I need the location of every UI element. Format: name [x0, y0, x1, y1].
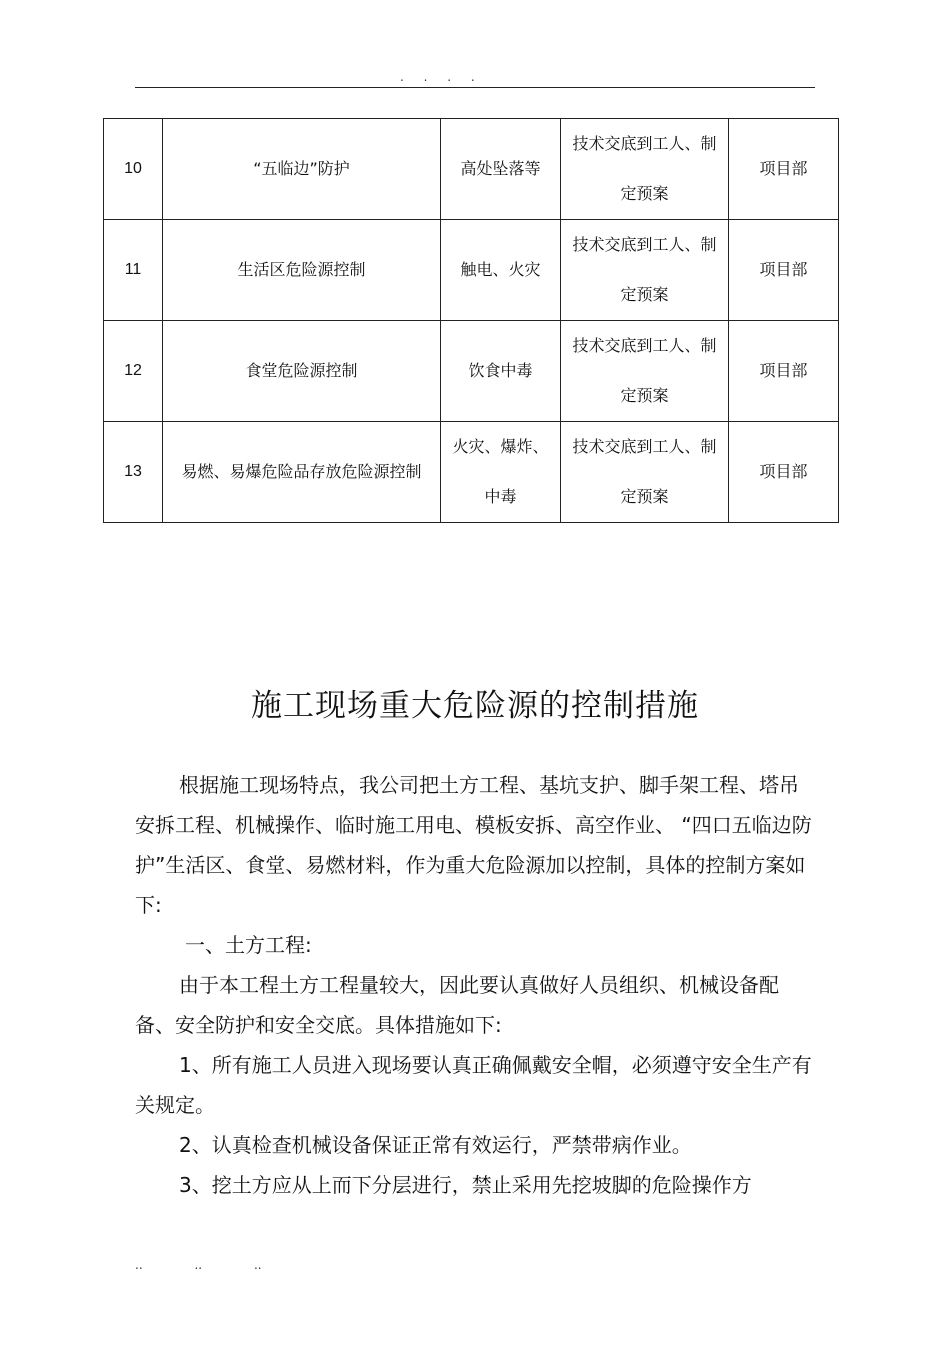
page-title: 施工现场重大危险源的控制措施 — [251, 688, 699, 724]
footer-dot: .. — [135, 1258, 143, 1272]
footer-dots — [135, 1258, 310, 1272]
responsible-party: 项目部 — [729, 220, 839, 321]
section-heading: 一、土方工程: — [185, 933, 312, 957]
row-number: 10 — [104, 119, 163, 220]
intro-paragraph: 根据施工现场特点，我公司把土方工程、基坑支护、脚手架工程、塔吊安拆工程、机械操作、临时施工用电、模板安拆、高空作业、 “四口五临边防护”生活区、食堂、易燃材料，作为重大危险源加以控制，具体的控制方案如下: — [135, 773, 812, 917]
row-number: 11 — [104, 220, 163, 321]
hazard-risk: 高处坠落等 — [441, 119, 561, 220]
section-intro: 由于本工程土方工程量较大，因此要认真做好人员组织、机械设备配备、安全防护和安全交底。具体措施如下: — [135, 973, 779, 1037]
responsible-party: 项目部 — [729, 422, 839, 523]
table-row — [104, 422, 839, 523]
responsible-party: 项目部 — [729, 321, 839, 422]
hazard-item: 生活区危险源控制 — [163, 220, 441, 321]
header-rule — [135, 87, 815, 88]
list-item: 1、所有施工人员进入现场要认真正确佩戴安全帽，必须遵守安全生产有关规定。 — [135, 1053, 812, 1117]
hazard-item: 易燃、易爆危险品存放危险源控制 — [163, 422, 441, 523]
control-measure: 技术交底到工人、制定预案 — [561, 422, 729, 523]
hazard-risk: 饮食中毒 — [441, 321, 561, 422]
table-row — [104, 220, 839, 321]
footer-dot: .. — [194, 1258, 203, 1272]
row-number: 12 — [104, 321, 163, 422]
control-measure: 技术交底到工人、制定预案 — [561, 321, 729, 422]
list-item: 2、认真检查机械设备保证正常有效运行，严禁带病作业。 — [179, 1133, 692, 1157]
hazard-table — [103, 118, 839, 523]
table-row — [104, 321, 839, 422]
hazard-risk: 触电、火灾 — [441, 220, 561, 321]
responsible-party: 项目部 — [729, 119, 839, 220]
hazard-item: 食堂危险源控制 — [163, 321, 441, 422]
control-measure: 技术交底到工人、制定预案 — [561, 220, 729, 321]
row-number: 13 — [104, 422, 163, 523]
document-body — [135, 765, 815, 1205]
hazard-item: “五临边”防护 — [163, 119, 441, 220]
control-measure: 技术交底到工人、制定预案 — [561, 119, 729, 220]
footer-dot: .. — [253, 1258, 262, 1272]
header-dots: . . . . — [400, 70, 483, 84]
table-row — [104, 119, 839, 220]
list-item: 3、挖土方应从上而下分层进行，禁止采用先挖坡脚的危险操作方 — [179, 1173, 752, 1197]
hazard-risk: 火灾、爆炸、中毒 — [441, 422, 561, 523]
